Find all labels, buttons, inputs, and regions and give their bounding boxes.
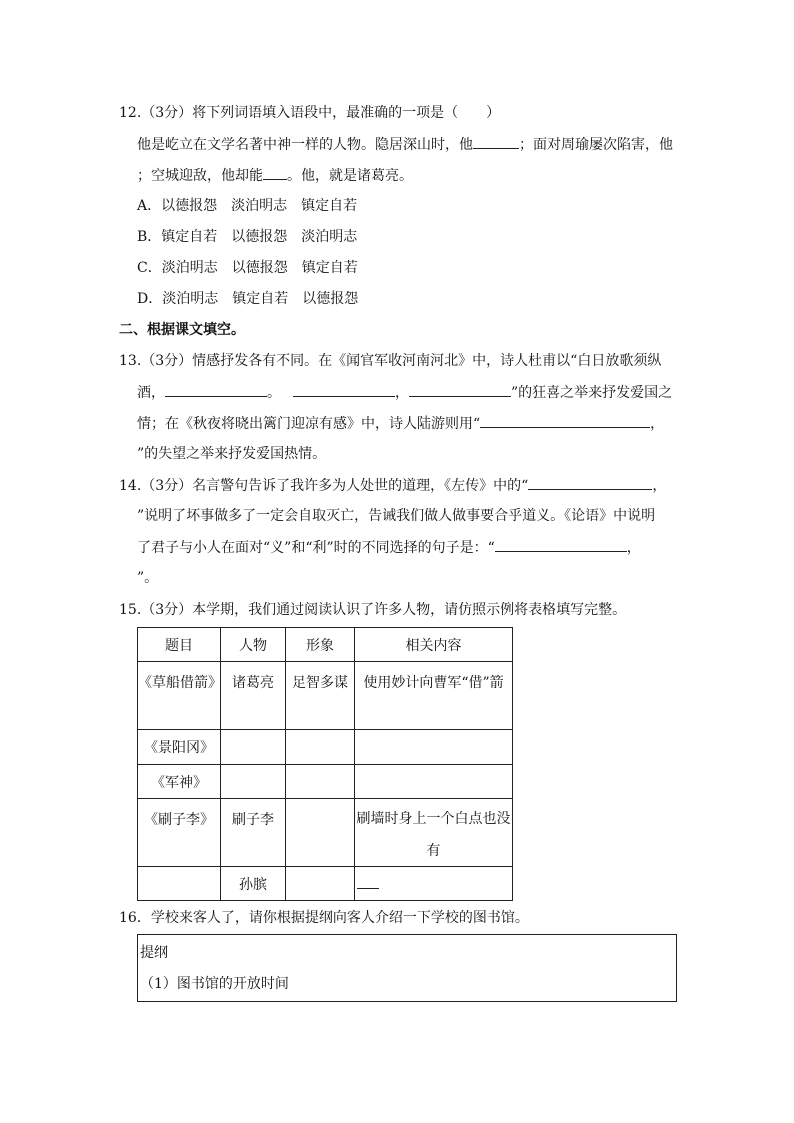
q14-line3 <box>137 537 641 558</box>
section2-heading: 二、根据课文填空。 <box>119 322 245 338</box>
q12-option-a[interactable]: A．以德报怨 淡泊明志 镇定自若 <box>137 198 358 214</box>
table-header: 人物 <box>221 628 286 662</box>
q12-option-c[interactable]: C．淡泊明志 以德报怨 镇定自若 <box>137 260 358 276</box>
q14-l3a: 了君子与小人在面对“义”和“利”时的不同选择的句子是：“ <box>137 540 495 556</box>
table-cell-blank[interactable] <box>286 867 355 901</box>
q14-l3b: ， <box>626 540 641 556</box>
table-cell: 刷子李 <box>221 799 286 867</box>
q13-line3 <box>137 413 664 434</box>
table-cell: 《草船借箭》 <box>138 662 221 730</box>
table-cell-blank[interactable] <box>286 730 355 765</box>
q12-option-d[interactable]: D．淡泊明志 镇定自若 以德报怨 <box>137 291 359 307</box>
table-header: 形象 <box>286 628 355 662</box>
table-header: 相关内容 <box>355 628 513 662</box>
q13-line2 <box>137 382 672 403</box>
table-cell: 《刷子李》 <box>138 799 221 867</box>
blank[interactable] <box>409 382 511 397</box>
blank[interactable] <box>473 134 519 149</box>
q14-line2: ”说明了坏事做多了一定会自取灭亡，告诫我们做人做事要合乎道义。《论语》中说明 <box>137 508 656 524</box>
q12-stem: 12.（3分）将下列词语填入语段中，最准确的一项是（ ） <box>119 105 501 121</box>
table-cell-blank[interactable] <box>286 765 355 799</box>
table-cell-blank[interactable] <box>355 765 513 799</box>
table-cell-blank[interactable] <box>355 730 513 765</box>
q12-p1b: ；面对周瑜屡次陷害，他 <box>519 137 673 153</box>
q12-passage-line2 <box>137 165 413 186</box>
table-cell: 使用妙计向曹军“借”箭 <box>355 662 513 730</box>
q13-line1: 13.（3分）情感抒发各有不同。在《闻官军收河南河北》中，诗人杜甫以“白日放歌须纵 <box>119 353 662 369</box>
q13-l2a: 酒， <box>137 385 165 401</box>
table-cell-text: 有 <box>426 843 441 859</box>
blank[interactable] <box>293 382 395 397</box>
q13-l2d: ”的狂喜之举来抒发爱国之 <box>511 385 673 401</box>
q13-l2c: ， <box>395 385 409 401</box>
q13-l3a: 情；在《秋夜将晓出篱门迎凉有感》中，诗人陆游则用“ <box>137 416 481 432</box>
blank[interactable] <box>263 165 287 180</box>
table-cell: 足智多谋 <box>286 662 355 730</box>
q14-line4: ”。 <box>137 570 159 586</box>
table-cell-blank[interactable] <box>221 765 286 799</box>
blank[interactable] <box>480 413 650 428</box>
q13-line4: ”的失望之举来抒发爱国热情。 <box>137 446 327 462</box>
q13-l2b: 。 <box>267 385 281 401</box>
table-cell <box>355 799 513 867</box>
blank[interactable] <box>357 874 379 889</box>
q12-p1a: 他是屹立在文学名著中神一样的人物。隐居深山时，他 <box>137 137 473 153</box>
blank[interactable] <box>165 382 267 397</box>
q16-box-title: 提纲 <box>140 945 168 961</box>
q15-stem: 15.（3分）本学期，我们通过阅读认识了许多人物，请仿照示例将表格填写完整。 <box>119 602 627 618</box>
q12-passage-line1 <box>137 134 673 155</box>
table-cell: 孙膑 <box>221 867 286 901</box>
table-header: 题目 <box>138 628 221 662</box>
q14-line1 <box>119 475 666 496</box>
table-cell-blank[interactable] <box>286 799 355 867</box>
q16-box-item: （1）图书馆的开放时间 <box>140 976 289 992</box>
table-cell: 诸葛亮 <box>221 662 286 730</box>
table-cell-blank[interactable] <box>138 867 221 901</box>
q14-l1a: 14.（3分）名言警句告诉了我许多为人处世的道理，《左传》中的“ <box>119 478 529 494</box>
table-cell-blank[interactable] <box>221 730 286 765</box>
q15-table <box>137 627 513 901</box>
q14-l1b: ， <box>652 478 667 494</box>
table-cell: 《景阳冈》 <box>138 730 221 765</box>
table-cell-text: 刷墙时身上一个白点也没 <box>356 811 511 827</box>
table-cell: 《军神》 <box>138 765 221 799</box>
q16-stem: 16．学校来客人了，请你根据提纲向客人介绍一下学校的图书馆。 <box>119 910 529 926</box>
blank[interactable] <box>528 475 652 490</box>
q16-outline-box <box>137 934 677 1002</box>
blank[interactable] <box>495 537 627 552</box>
q12-option-b[interactable]: B．镇定自若 以德报怨 淡泊明志 <box>137 229 358 245</box>
q13-l3b: ， <box>650 416 665 432</box>
table-cell-blank[interactable] <box>355 867 513 901</box>
q12-p2a: ；空城迎敌，他却能 <box>137 168 263 184</box>
q12-p2b: 。他，就是诸葛亮。 <box>287 168 413 184</box>
